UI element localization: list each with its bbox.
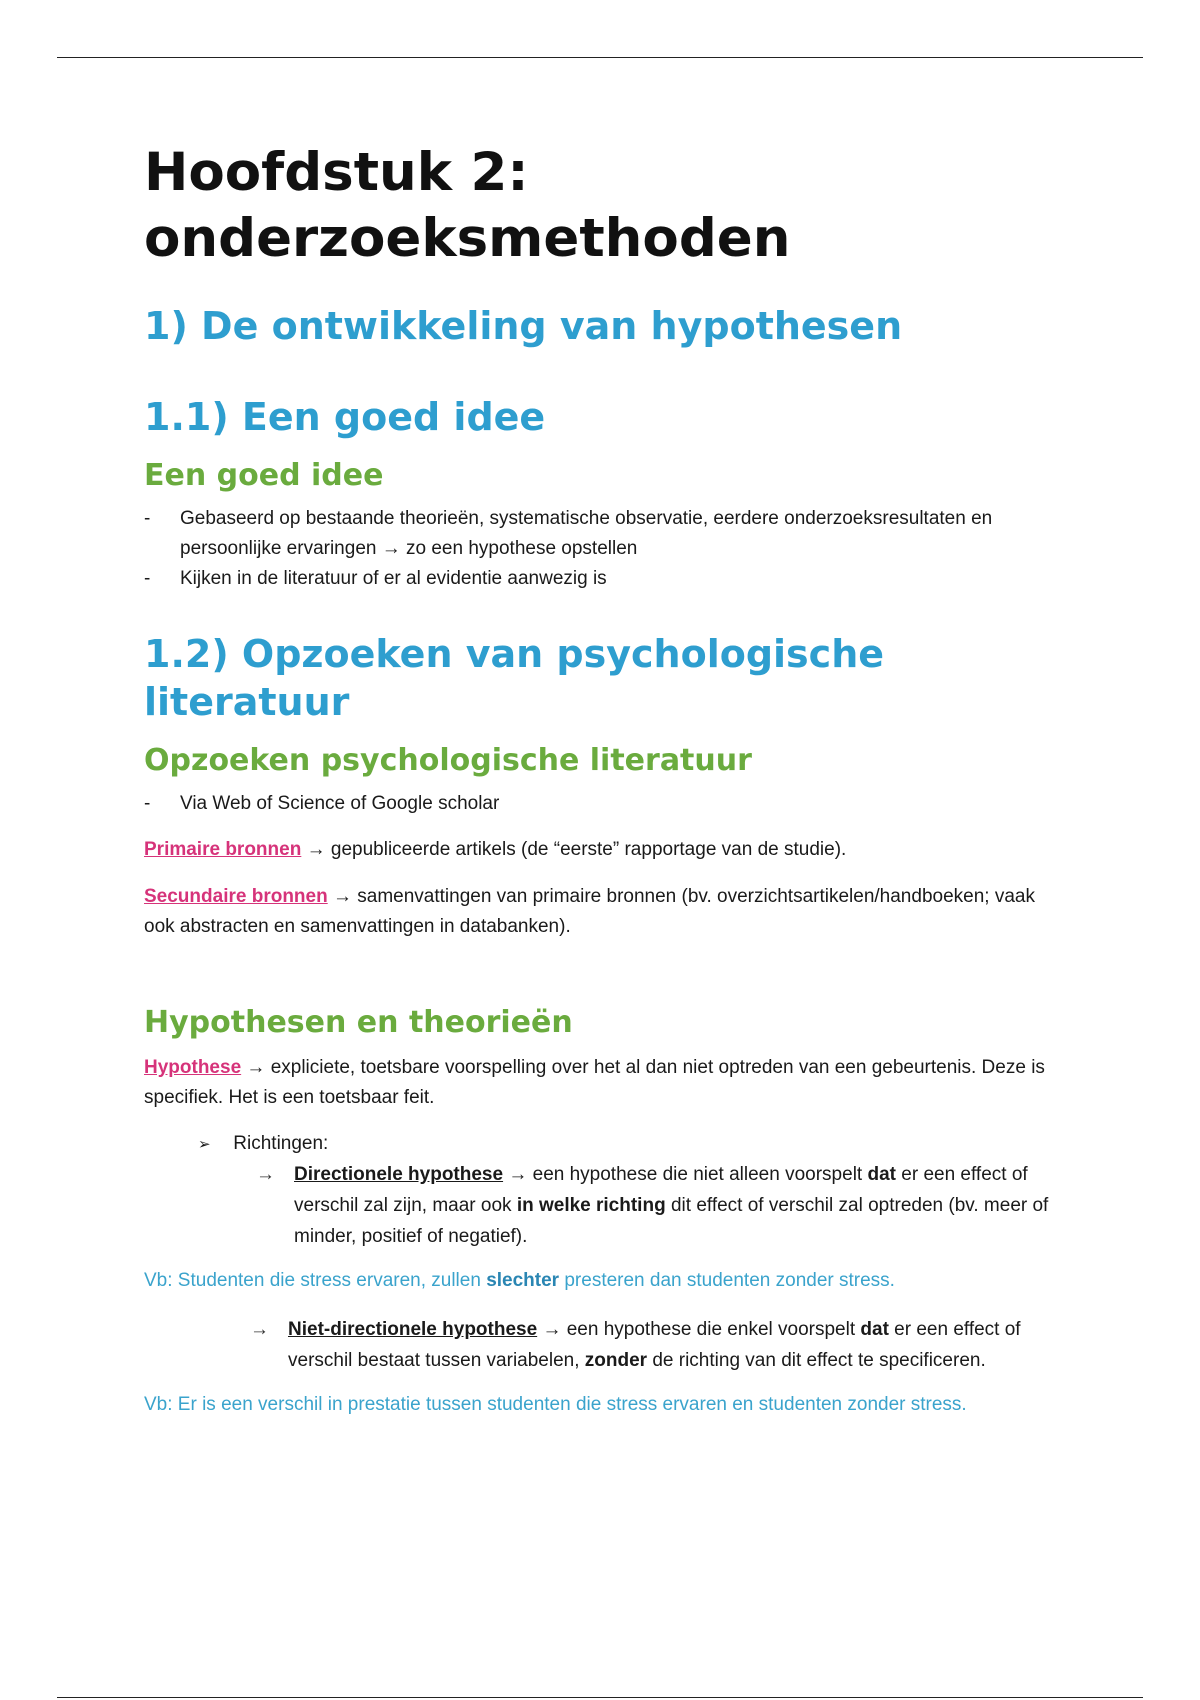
- section-1-1-subheading: Een goed idee: [144, 458, 384, 493]
- arrow-icon: →: [508, 1164, 528, 1185]
- dash-icon: -: [144, 793, 151, 814]
- secondary-sources-paragraph: Secundaire bronnen → samenvattingen van primaire bronnen (bv. overzichtsartikelen/handboeken; vaak ook abstracten en samenvattingen in databanken).: [144, 886, 1035, 937]
- primary-sources-term: Primaire bronnen: [144, 839, 302, 860]
- arrow-icon: →: [332, 886, 352, 907]
- dash-icon: -: [144, 508, 151, 529]
- section-1-heading: 1) De ontwikkeling van hypothesen: [144, 304, 903, 348]
- literature-bullet-list: [144, 789, 1064, 819]
- arrow-icon: →: [381, 538, 401, 559]
- page-title: Hoofdstuk 2: onderzoeksmethoden: [144, 142, 791, 269]
- idea-bullet-list: [144, 504, 1064, 594]
- arrow-icon: →: [246, 1057, 266, 1078]
- chevron-icon: ➢: [198, 1135, 211, 1153]
- nondirectional-hypothesis-term: Niet-directionele hypothese: [288, 1319, 538, 1340]
- primary-sources-paragraph: Primaire bronnen → gepubliceerde artikels (de “eerste” rapportage van de studie).: [144, 839, 847, 860]
- list-item: - Gebaseerd op bestaande theorieën, systematische observatie, eerdere onderzoeksresultaten en persoonlijke ervaringen → zo een hypothese opstellen: [144, 504, 1064, 564]
- document-body: [144, 140, 1064, 1420]
- arrow-icon: →: [256, 1164, 275, 1185]
- dash-icon: -: [144, 568, 151, 589]
- list-item: - Via Web of Science of Google scholar: [144, 789, 1064, 819]
- section-1-2-subheading: Opzoeken psychologische literatuur: [144, 743, 752, 778]
- top-rule: [57, 57, 1143, 58]
- directions-label-row: ➢ Richtingen:: [198, 1129, 1064, 1159]
- arrow-icon: →: [250, 1319, 269, 1340]
- secondary-sources-term: Secundaire bronnen: [144, 886, 328, 907]
- nondirectional-hypothesis-item: → Niet-directionele hypothese → een hypothese die enkel voorspelt dat er een effect of verschil bestaat tussen variabelen, zonder de richting van dit effect te specificeren.: [288, 1314, 1068, 1376]
- bottom-rule: [57, 1697, 1143, 1698]
- arrow-icon: →: [306, 839, 326, 860]
- example-nondirectional: Vb: Er is een verschil in prestatie tussen studenten die stress ervaren en studenten zonder stress.: [144, 1394, 967, 1415]
- hypotheses-subheading: Hypothesen en theorieën: [144, 1005, 573, 1040]
- list-item: - Kijken in de literatuur of er al evidentie aanwezig is: [144, 564, 1064, 594]
- example-directional: Vb: Studenten die stress ervaren, zullen slechter presteren dan studenten zonder stress.: [144, 1270, 895, 1291]
- section-1-1-heading: 1.1) Een goed idee: [144, 395, 546, 439]
- directional-hypothesis-item: → Directionele hypothese → een hypothese die niet alleen voorspelt dat er een effect of verschil zal zijn, maar ook in welke richting dit effect of verschil zal optreden (bv. meer of minder, positief of negatief).: [294, 1159, 1054, 1252]
- arrow-icon: →: [542, 1319, 562, 1340]
- section-1-2-heading: 1.2) Opzoeken van psychologische literatuur: [144, 632, 885, 724]
- hypothesis-term: Hypothese: [144, 1057, 242, 1078]
- hypothesis-definition: Hypothese → expliciete, toetsbare voorspelling over het al dan niet optreden van een gebeurtenis. Deze is specifiek. Het is een toetsbaar feit.: [144, 1057, 1045, 1108]
- directional-hypothesis-term: Directionele hypothese: [294, 1164, 504, 1185]
